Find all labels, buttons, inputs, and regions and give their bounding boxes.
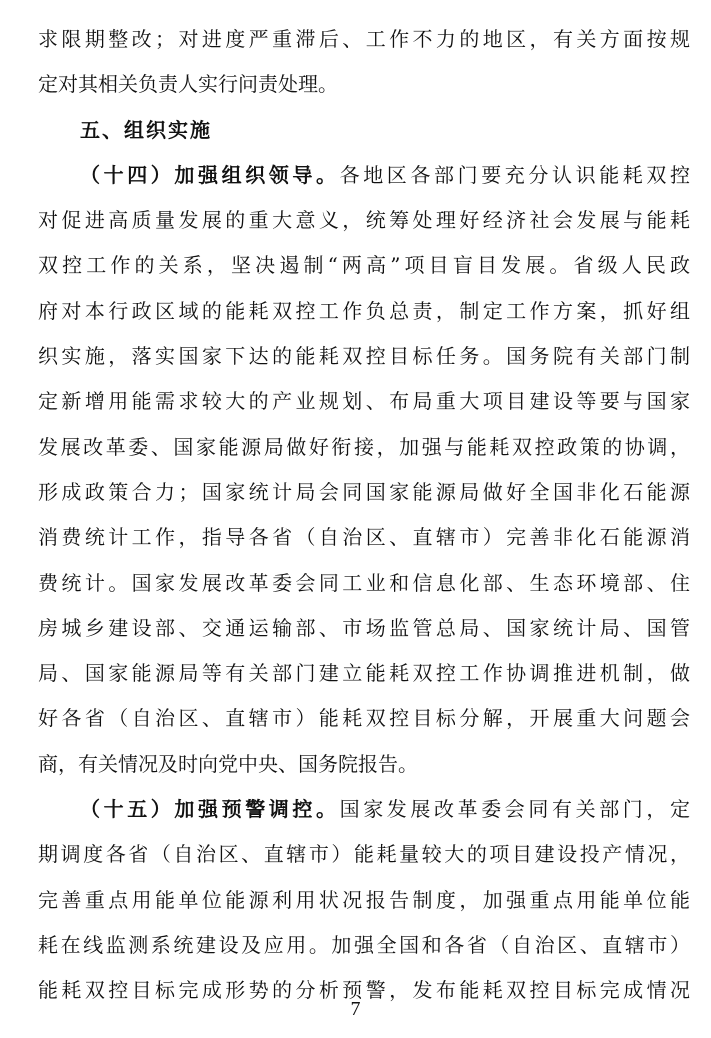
para14-lead: （十四）加强组织领导。: [80, 162, 340, 187]
para15-line-4: 耗在线监测系统建设及应用。加强全国和各省（自治区、直辖市）: [38, 932, 690, 957]
intro-line-1: 求限期整改；对进度严重滞后、工作不力的地区，有关方面按规: [38, 27, 690, 51]
section-heading: 五、组织实施: [80, 117, 212, 142]
para15-line-2: 期调度各省（自治区、直辖市）能耗量较大的项目建设投产情况，: [38, 842, 690, 867]
para14-line-14: 商，有关情况及时向党中央、国务院报告。: [38, 751, 418, 776]
para14-line-3: 双控工作的关系，坚决遏制“两高”项目盲目发展。省级人民政: [38, 253, 690, 278]
para14-line-4: 府对本行政区域的能耗双控工作负总责，制定工作方案，抓好组: [38, 298, 690, 323]
para14-first-rest: 各地区各部门要充分认识能耗双控: [339, 162, 690, 187]
page-number: 7: [350, 998, 361, 1020]
document-page: [38, 17, 690, 1014]
para15-lead: （十五）加强预警调控。: [80, 797, 340, 822]
para14-line-2: 对促进高质量发展的重大意义，统筹处理好经济社会发展与能耗: [38, 208, 690, 233]
para15-line-1: [38, 787, 690, 832]
para15-line-3: 完善重点用能单位能源利用状况报告制度，加强重点用能单位能: [38, 887, 690, 912]
para15-line-5: 能耗双控目标完成形势的分析预警，发布能耗双控目标完成情况: [38, 978, 690, 1003]
para14-line-6: 定新增用能需求较大的产业规划、布局重大项目建设等要与国家: [38, 389, 690, 414]
para14-line-5: 织实施，落实国家下达的能耗双控目标任务。国务院有关部门制: [38, 344, 690, 369]
para15-first-rest: 国家发展改革委会同有关部门，定: [339, 797, 690, 822]
intro-line-2: 定对其相关负责人实行问责处理。: [38, 72, 338, 97]
para14-line-10: 费统计。国家发展改革委会同工业和信息化部、生态环境部、住: [38, 570, 690, 595]
para14-line-8: 形成政策合力；国家统计局会同国家能源局做好全国非化石能源: [38, 479, 690, 504]
para14-line-9: 消费统计工作，指导各省（自治区、直辖市）完善非化石能源消: [38, 525, 690, 550]
para14-line-7: 发展改革委、国家能源局做好衔接，加强与能耗双控政策的协调，: [38, 434, 690, 459]
para14-line-1: [38, 153, 690, 198]
para14-line-12: 局、国家能源局等有关部门建立能耗双控工作协调推进机制，做: [38, 661, 690, 686]
para14-line-13: 好各省（自治区、直辖市）能耗双控目标分解，开展重大问题会: [38, 706, 690, 731]
para14-line-11: 房城乡建设部、交通运输部、市场监管总局、国家统计局、国管: [38, 615, 690, 640]
